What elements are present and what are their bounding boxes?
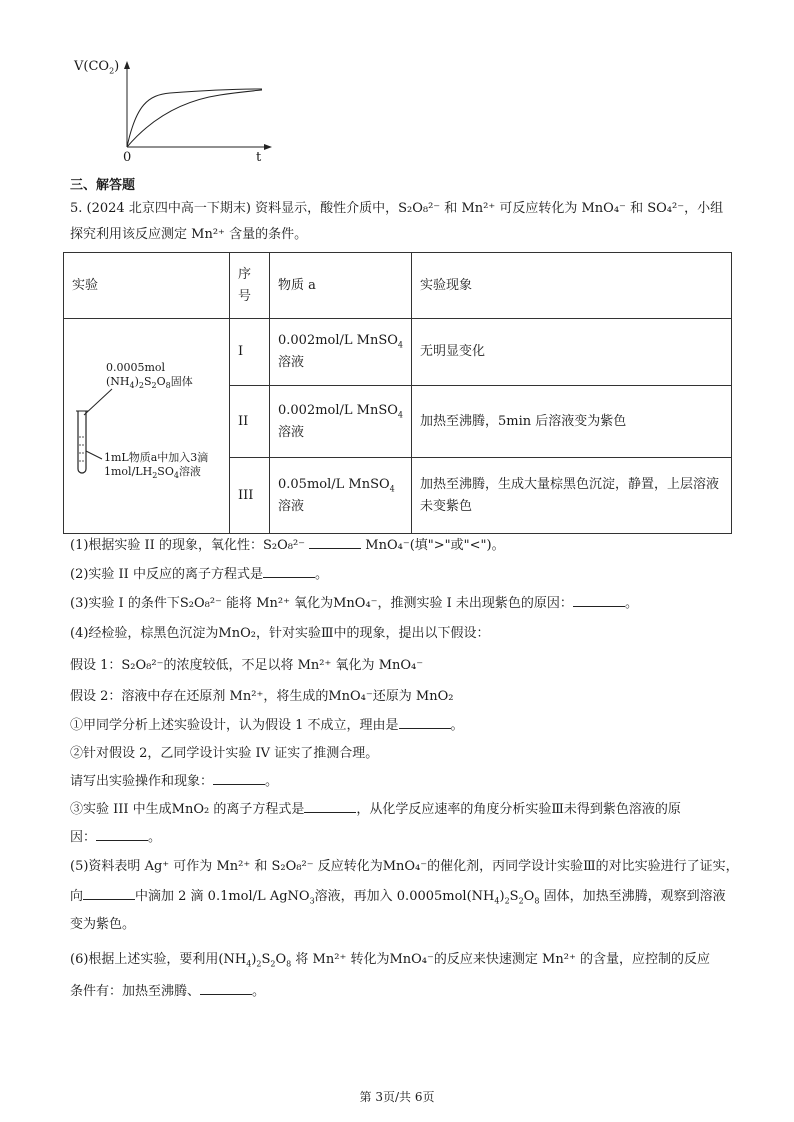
answer-blank[interactable] [304,800,356,813]
answer-blank[interactable] [213,772,265,785]
answer-blank[interactable] [200,982,252,995]
hypothesis-2: 假设 2：溶液中存在还原剂 Mn²⁺，将生成的MnO₄⁻还原为 MnO₂ [70,689,454,704]
question-4: (4)经检验，棕黑色沉淀为MnO₂，针对实验Ⅲ中的现象，提出以下假设： [70,626,490,641]
origin-label: 0 [123,150,132,165]
test-tube [78,411,86,473]
row-substance: 0.002mol/L MnSO$_4$ 溶液 [270,386,412,458]
page-footer: 第 3页/共 6页 [359,1090,435,1104]
row-number: I [230,319,270,386]
question-5-line3: 变为紫色。 [70,917,136,932]
x-axis-arrow [264,144,272,150]
row-phenomenon: 加热至沸腾，生成大量棕黑色沉淀，静置，上层溶液未变紫色 [412,458,732,534]
question-6-line2: 条件有：加热至沸腾、 。 [70,984,266,999]
row-phenomenon: 无明显变化 [412,319,732,386]
y-axis-label: $V(CO_2)$ [74,59,120,76]
header-phenomenon: 实验现象 [412,253,732,319]
header-number: 序号 [230,253,270,319]
answer-blank[interactable] [96,828,148,841]
sub-question-3-cont: 因： 。 [70,830,162,845]
apparatus-cell [64,319,230,534]
apparatus-drawing [64,319,230,533]
sub-question-3: ③实验 III 中生成MnO₂ 的离子方程式是 ，从化学反应速率的角度分析实验Ⅲ未得到紫色溶液的原 [70,802,681,817]
answer-blank[interactable] [309,536,361,549]
table-row [64,319,732,386]
answer-blank[interactable] [573,594,625,607]
question-2: (2)实验 II 中反应的离子方程式是 。 [70,567,328,582]
question-1: (1)根据实验 II 的现象，氧化性：S₂O₈²⁻ MnO₄⁻(填">"或"<")。 [70,538,505,553]
pointer-line-bottom [86,451,102,459]
table-header-row [64,253,732,319]
q5-intro-line2: 探究利用该反应测定 Mn²⁺ 含量的条件。 [70,227,308,242]
sub-question-2b: 请写出实验操作和现象： 。 [70,774,279,789]
apparatus-label-liquid: 1mL物质a中加入3滴 $1mol/LH_2SO_4$溶液 [104,451,209,481]
row-phenomenon: 加热至沸腾，5min 后溶液变为紫色 [412,386,732,458]
question-3: (3)实验 I 的条件下S₂O₈²⁻ 能将 Mn²⁺ 氧化为MnO₄⁻，推测实验 I 未出现紫色的原因： 。 [70,596,638,611]
header-substance: 物质 a [270,253,412,319]
row-substance: 0.05mol/L MnSO$_4$溶液 [270,458,412,534]
header-experiment: 实验 [64,253,230,319]
sub-question-2: ②针对假设 2，乙同学设计实验 IV 证实了推测合理。 [70,746,379,761]
apparatus-label-solid: 0.0005mol $(NH_4)_2S_2O_8$固体 [106,361,193,391]
answer-blank[interactable] [263,565,315,578]
answer-blank[interactable] [83,887,135,900]
sub-question-1: ①甲同学分析上述实验设计，认为假设 1 不成立，理由是 。 [70,718,464,733]
graph [70,55,280,175]
question-5: (5)资料表明 Ag⁺ 可作为 Mn²⁺ 和 S₂O₈²⁻ 反应转化为MnO₄⁻的催化剂，丙同学设计实验Ⅲ的对比实验进行了证实， [70,859,739,874]
question-6: (6)根据上述实验，要利用$(NH_4)_2S_2O_8$ 将 Mn²⁺ 转化为MnO₄⁻的反应来快速测定 Mn²⁺ 的含量，应控制的反应 [70,952,710,969]
curve-slow [127,90,262,147]
experiment-table [63,252,732,534]
answer-blank[interactable] [399,716,451,729]
row-number: II [230,386,270,458]
section-title: 三、解答题 [70,178,136,193]
x-axis-label: t [256,150,262,165]
curve-fast [127,89,262,147]
y-axis-arrow [124,61,130,69]
pointer-line-top [84,389,112,415]
question-5-line2: 向 中滴加 2 滴 0.1mol/L AgNO$_3$溶液，再加入 $0.0005mol(NH_4)_2S_2O_8$ 固体，加热至沸腾，观察到溶液 [70,889,726,906]
row-number: III [230,458,270,534]
hypothesis-1: 假设 1：S₂O₈²⁻的浓度较低，不足以将 Mn²⁺ 氧化为 MnO₄⁻ [70,658,424,673]
row-substance: 0.002mol/L MnSO$_4$ 溶液 [270,319,412,386]
q5-intro-line1: 5. (2024 北京四中高一下期末) 资料显示，酸性介质中，S₂O₈²⁻ 和 Mn²⁺ 可反应转化为 MnO₄⁻ 和 SO₄²⁻，小组 [70,201,724,216]
